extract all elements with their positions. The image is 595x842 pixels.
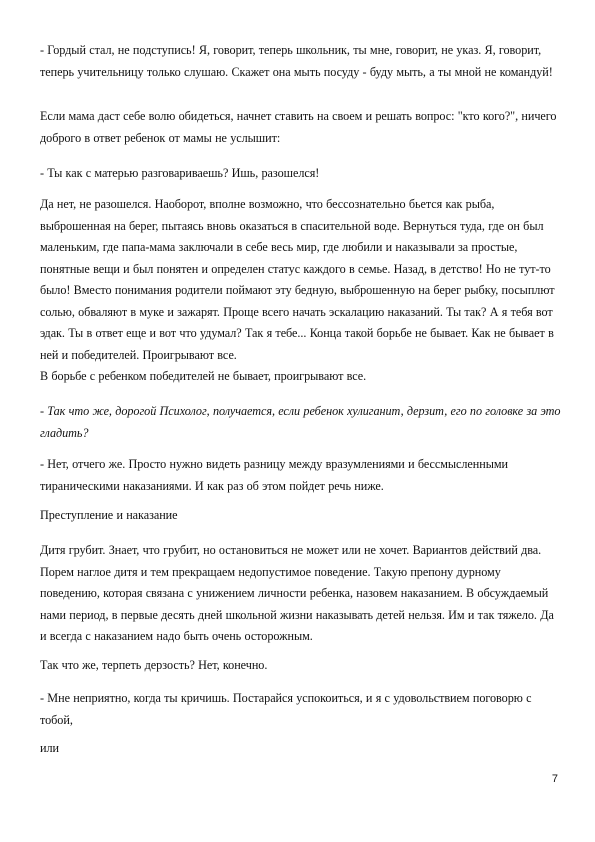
paragraph-3: - Ты как с матерью разговариваешь? Ишь, разошелся! xyxy=(40,166,320,180)
paragraph-4: Да нет, не разошелся. Наоборот, вполне возможно, что бессознательно бьется как рыба, выброшенная на берег, пытаясь вновь оказаться в спасительной воде. Вернуться туда, где он был маленьким, где папа-мама заключали в себе весь мир, где любили и наказывали за простые, понятные вещи и был понятен и определен статус каждого в семье. Назад, в детство! Но не тут-то было! Вместо понимания родители поймают эту бедную, выброшенную на берег рыбку, посыплют солью, обваляют в муке и зажарят. Проще всего начать эскалацию наказаний. Ты так? А я тебя вот эдак. Ты в ответ еще и вот что удумал? Так я тебе... Конца такой борьбе не бывает. Как не бывает в ней и победителей. Проигрывают все. xyxy=(40,197,555,362)
paragraph-7: - Нет, отчего же. Просто нужно видеть разницу между вразумлениями и бессмысленными тираническими наказаниями. И как раз об этом пойдет речь ниже. xyxy=(40,457,508,493)
page-number: 7 xyxy=(551,773,558,785)
paragraph-5: В борьбе с ребенком победителей не бывает, проигрывают все. xyxy=(40,369,367,383)
paragraph-2: Если мама даст себе волю обидеться, начнет ставить на своем и решать вопрос: "кто кого?", ничего доброго в ответ ребенок от мамы не услышит: xyxy=(40,109,557,145)
paragraph-11: или xyxy=(40,741,59,755)
paragraph-1: - Гордый стал, не подступись! Я, говорит, теперь школьник, ты мне, говорит, не указ. Я, говорит, теперь учительницу только слушаю. Скажет она мыть посуду - буду мыть, а ты мной не командуй! xyxy=(40,43,553,79)
paragraph-9: Так что же, терпеть дерзость? Нет, конечно. xyxy=(40,658,268,672)
section-heading: Преступление и наказание xyxy=(40,508,178,522)
paragraph-8: Дитя грубит. Знает, что грубит, но остановиться не может или не хочет. Вариантов действий два. Порем наглое дитя и тем прекращаем недопустимое поведение. Такую препону дурному поведению, которая связана с унижением личности ребенка, назовем наказанием. В обсуждаемый нами период, в первые десять дней школьной жизни наказывать детей нельзя. Им и так тяжело. Да и всегда с наказанием надо быть очень осторожным. xyxy=(40,543,554,643)
paragraph-10: - Мне неприятно, когда ты кричишь. Постарайся успокоиться, и я с удовольствием поговорю с тобой, xyxy=(40,691,532,727)
paragraph-6-question: - Так что же, дорогой Психолог, получается, если ребенок хулиганит, дерзит, его по головке за это гладить? xyxy=(40,404,561,440)
